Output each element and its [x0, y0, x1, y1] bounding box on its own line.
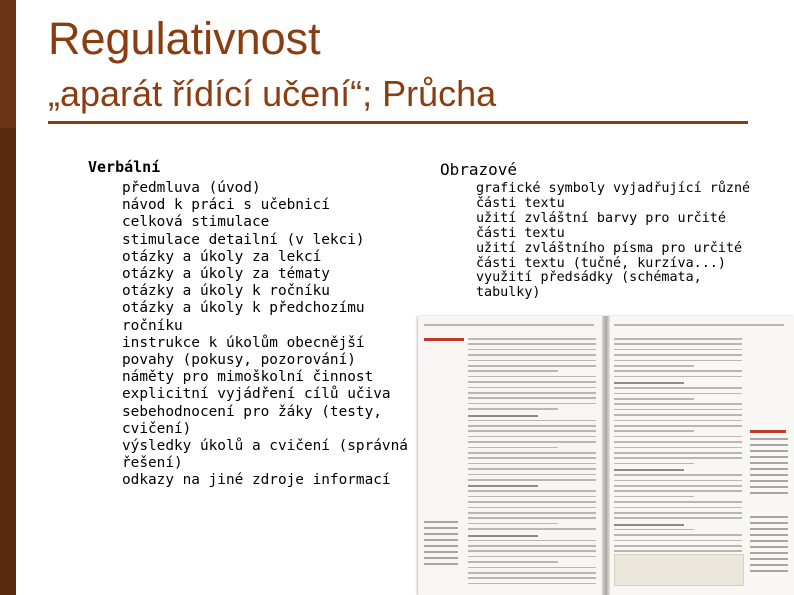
textbook-line — [468, 420, 596, 422]
textbook-left-page — [418, 316, 605, 595]
slide-subtitle: „aparát řídící učení“; Průcha — [48, 73, 497, 114]
verbal-item: otázky a úkoly za tématy — [122, 266, 330, 283]
textbook-line — [424, 521, 458, 523]
textbook-line — [468, 523, 558, 525]
textbook-line — [750, 528, 788, 530]
textbook-line — [750, 558, 788, 560]
slide-title: Regulativnost — [48, 13, 321, 64]
visual-heading: Obrazové — [440, 160, 518, 179]
textbook-line — [614, 480, 742, 482]
verbal-item: předmluva (úvod) — [122, 180, 261, 196]
textbook-line — [750, 570, 788, 572]
textbook-line — [468, 474, 596, 476]
textbook-line — [614, 387, 742, 389]
textbook-line — [614, 354, 742, 356]
verbal-item: výsledky úkolů a cvičení (správná řešení) — [122, 438, 408, 472]
textbook-line — [614, 512, 742, 514]
textbook-line — [750, 438, 788, 440]
textbook-line — [468, 561, 558, 563]
textbook-line — [424, 563, 458, 565]
textbook-boxed-note — [614, 554, 744, 586]
textbook-line — [468, 545, 596, 547]
textbook-line — [614, 529, 694, 531]
textbook-line — [468, 490, 596, 492]
textbook-line — [468, 567, 596, 569]
textbook-line — [468, 507, 596, 509]
textbook-line — [614, 338, 742, 340]
textbook-line — [614, 360, 742, 362]
verbal-item: návod k práci s učebnicí — [122, 197, 330, 214]
textbook-line — [468, 360, 596, 362]
verbal-item: instrukce k úkolům obecnější povahy (pokusy, pozorování) — [122, 334, 365, 369]
verbal-item: otázky a úkoly za lekcí — [122, 248, 322, 265]
left-decorative-bar — [0, 0, 16, 595]
textbook-line — [750, 462, 788, 464]
textbook-line — [614, 403, 742, 405]
textbook-line — [468, 397, 596, 399]
textbook-line — [468, 415, 538, 417]
textbook-line — [614, 485, 742, 487]
textbook-line — [468, 441, 596, 443]
textbook-line — [614, 540, 742, 542]
textbook-line — [750, 444, 788, 446]
textbook-line — [614, 474, 742, 476]
textbook-line — [468, 485, 538, 487]
textbook-line — [614, 365, 694, 367]
textbook-line — [468, 517, 596, 519]
textbook-line — [468, 408, 558, 410]
textbook-line — [614, 490, 742, 492]
textbook-line — [750, 486, 788, 488]
textbook-line — [614, 545, 742, 547]
verbal-list — [122, 180, 422, 490]
textbook-line — [468, 512, 596, 514]
textbook-line — [468, 425, 596, 427]
textbook-line — [468, 349, 596, 351]
textbook-line — [614, 324, 784, 326]
textbook-line — [750, 534, 788, 536]
textbook-line — [614, 420, 742, 422]
textbook-line — [614, 524, 684, 526]
textbook-line — [614, 376, 742, 378]
textbook-line — [614, 425, 742, 427]
textbook-line — [614, 370, 742, 372]
textbook-line — [750, 492, 788, 494]
textbook-line — [614, 382, 684, 384]
textbook-line — [468, 535, 538, 537]
visual-list — [476, 182, 772, 301]
textbook-line — [468, 540, 596, 542]
visual-item: grafické symboly vyjadřující různé části textu — [476, 181, 751, 211]
textbook-line — [750, 468, 788, 470]
textbook-line — [614, 398, 694, 400]
textbook-line — [468, 468, 596, 470]
textbook-line — [614, 447, 742, 449]
textbook-line — [614, 457, 742, 459]
verbal-item: stimulace detailní (v lekci) — [122, 231, 365, 248]
textbook-line — [614, 414, 742, 416]
textbook-line — [424, 533, 458, 535]
textbook-line — [468, 365, 596, 367]
textbook-line — [468, 457, 596, 459]
textbook-line — [468, 479, 596, 481]
textbook-line — [750, 522, 788, 524]
textbook-line — [468, 447, 558, 449]
textbook-line — [614, 409, 742, 411]
textbook-line — [750, 450, 788, 452]
textbook-line — [468, 403, 596, 405]
textbook-line — [468, 343, 596, 345]
textbook-line — [468, 556, 596, 558]
textbook-line — [468, 583, 596, 585]
textbook-line — [424, 539, 458, 541]
textbook-line — [614, 349, 742, 351]
verbal-item: otázky a úkoly k předchozímu ročníku — [122, 300, 365, 334]
textbook-line — [614, 550, 742, 552]
verbal-item: explicitní vyjádření cílů učiva — [122, 386, 391, 403]
textbook-line — [468, 376, 596, 378]
textbook-line — [468, 387, 596, 389]
textbook-line — [750, 474, 788, 476]
title-underline — [48, 121, 748, 124]
visual-item: užití zvláštního písma pro určité části textu (tučné, kurzíva...) — [476, 240, 743, 271]
textbook-line — [614, 436, 742, 438]
textbook-line — [424, 551, 458, 553]
textbook-line — [614, 463, 694, 465]
textbook-line — [750, 516, 788, 518]
textbook-line — [750, 456, 788, 458]
textbook-line — [614, 517, 742, 519]
textbook-line — [468, 370, 558, 372]
textbook-line — [614, 534, 742, 536]
textbook-line — [614, 430, 694, 432]
textbook-line — [468, 463, 596, 465]
textbook-line — [468, 528, 596, 530]
textbook-line — [468, 550, 596, 552]
textbook-line — [614, 469, 684, 471]
textbook-line — [468, 354, 596, 356]
textbook-line — [424, 557, 458, 559]
visual-item: využití předsádky (schémata, tabulky) — [476, 270, 702, 301]
textbook-line — [750, 540, 788, 542]
textbook-line — [614, 496, 694, 498]
textbook-line — [424, 545, 458, 547]
textbook-line — [424, 324, 594, 326]
textbook-spread-image — [418, 316, 794, 595]
textbook-line — [468, 430, 596, 432]
textbook-line — [468, 338, 596, 340]
left-bar-band — [0, 0, 16, 128]
verbal-item: otázky a úkoly k ročníku — [122, 283, 330, 300]
visual-item: užití zvláštní barvy pro určité části textu — [476, 210, 726, 241]
textbook-line — [468, 392, 596, 394]
textbook-line — [468, 496, 596, 498]
textbook-line — [468, 381, 596, 383]
verbal-item: sebehodnocení pro žáky (testy, cvičení) — [122, 403, 382, 437]
textbook-line — [750, 564, 788, 566]
textbook-line — [614, 507, 742, 509]
textbook-line — [468, 572, 596, 574]
textbook-line — [750, 480, 788, 482]
textbook-line — [468, 452, 596, 454]
textbook-line — [750, 430, 786, 433]
textbook-line — [424, 527, 458, 529]
textbook-line — [614, 441, 742, 443]
textbook-line — [468, 436, 596, 438]
verbal-item: náměty pro mimoškolní činnost — [122, 369, 374, 386]
textbook-line — [614, 343, 742, 345]
textbook-line — [750, 546, 788, 548]
verbal-heading: Verbální — [88, 158, 161, 176]
verbal-item: celková stimulace — [122, 214, 270, 231]
textbook-line — [614, 501, 742, 503]
textbook-line — [750, 552, 788, 554]
textbook-line — [468, 501, 596, 503]
textbook-line — [468, 577, 596, 579]
textbook-line — [424, 338, 464, 341]
verbal-item: odkazy na jiné zdroje informací — [122, 472, 391, 489]
textbook-line — [614, 452, 742, 454]
textbook-line — [614, 393, 742, 395]
textbook-gutter — [602, 316, 610, 595]
